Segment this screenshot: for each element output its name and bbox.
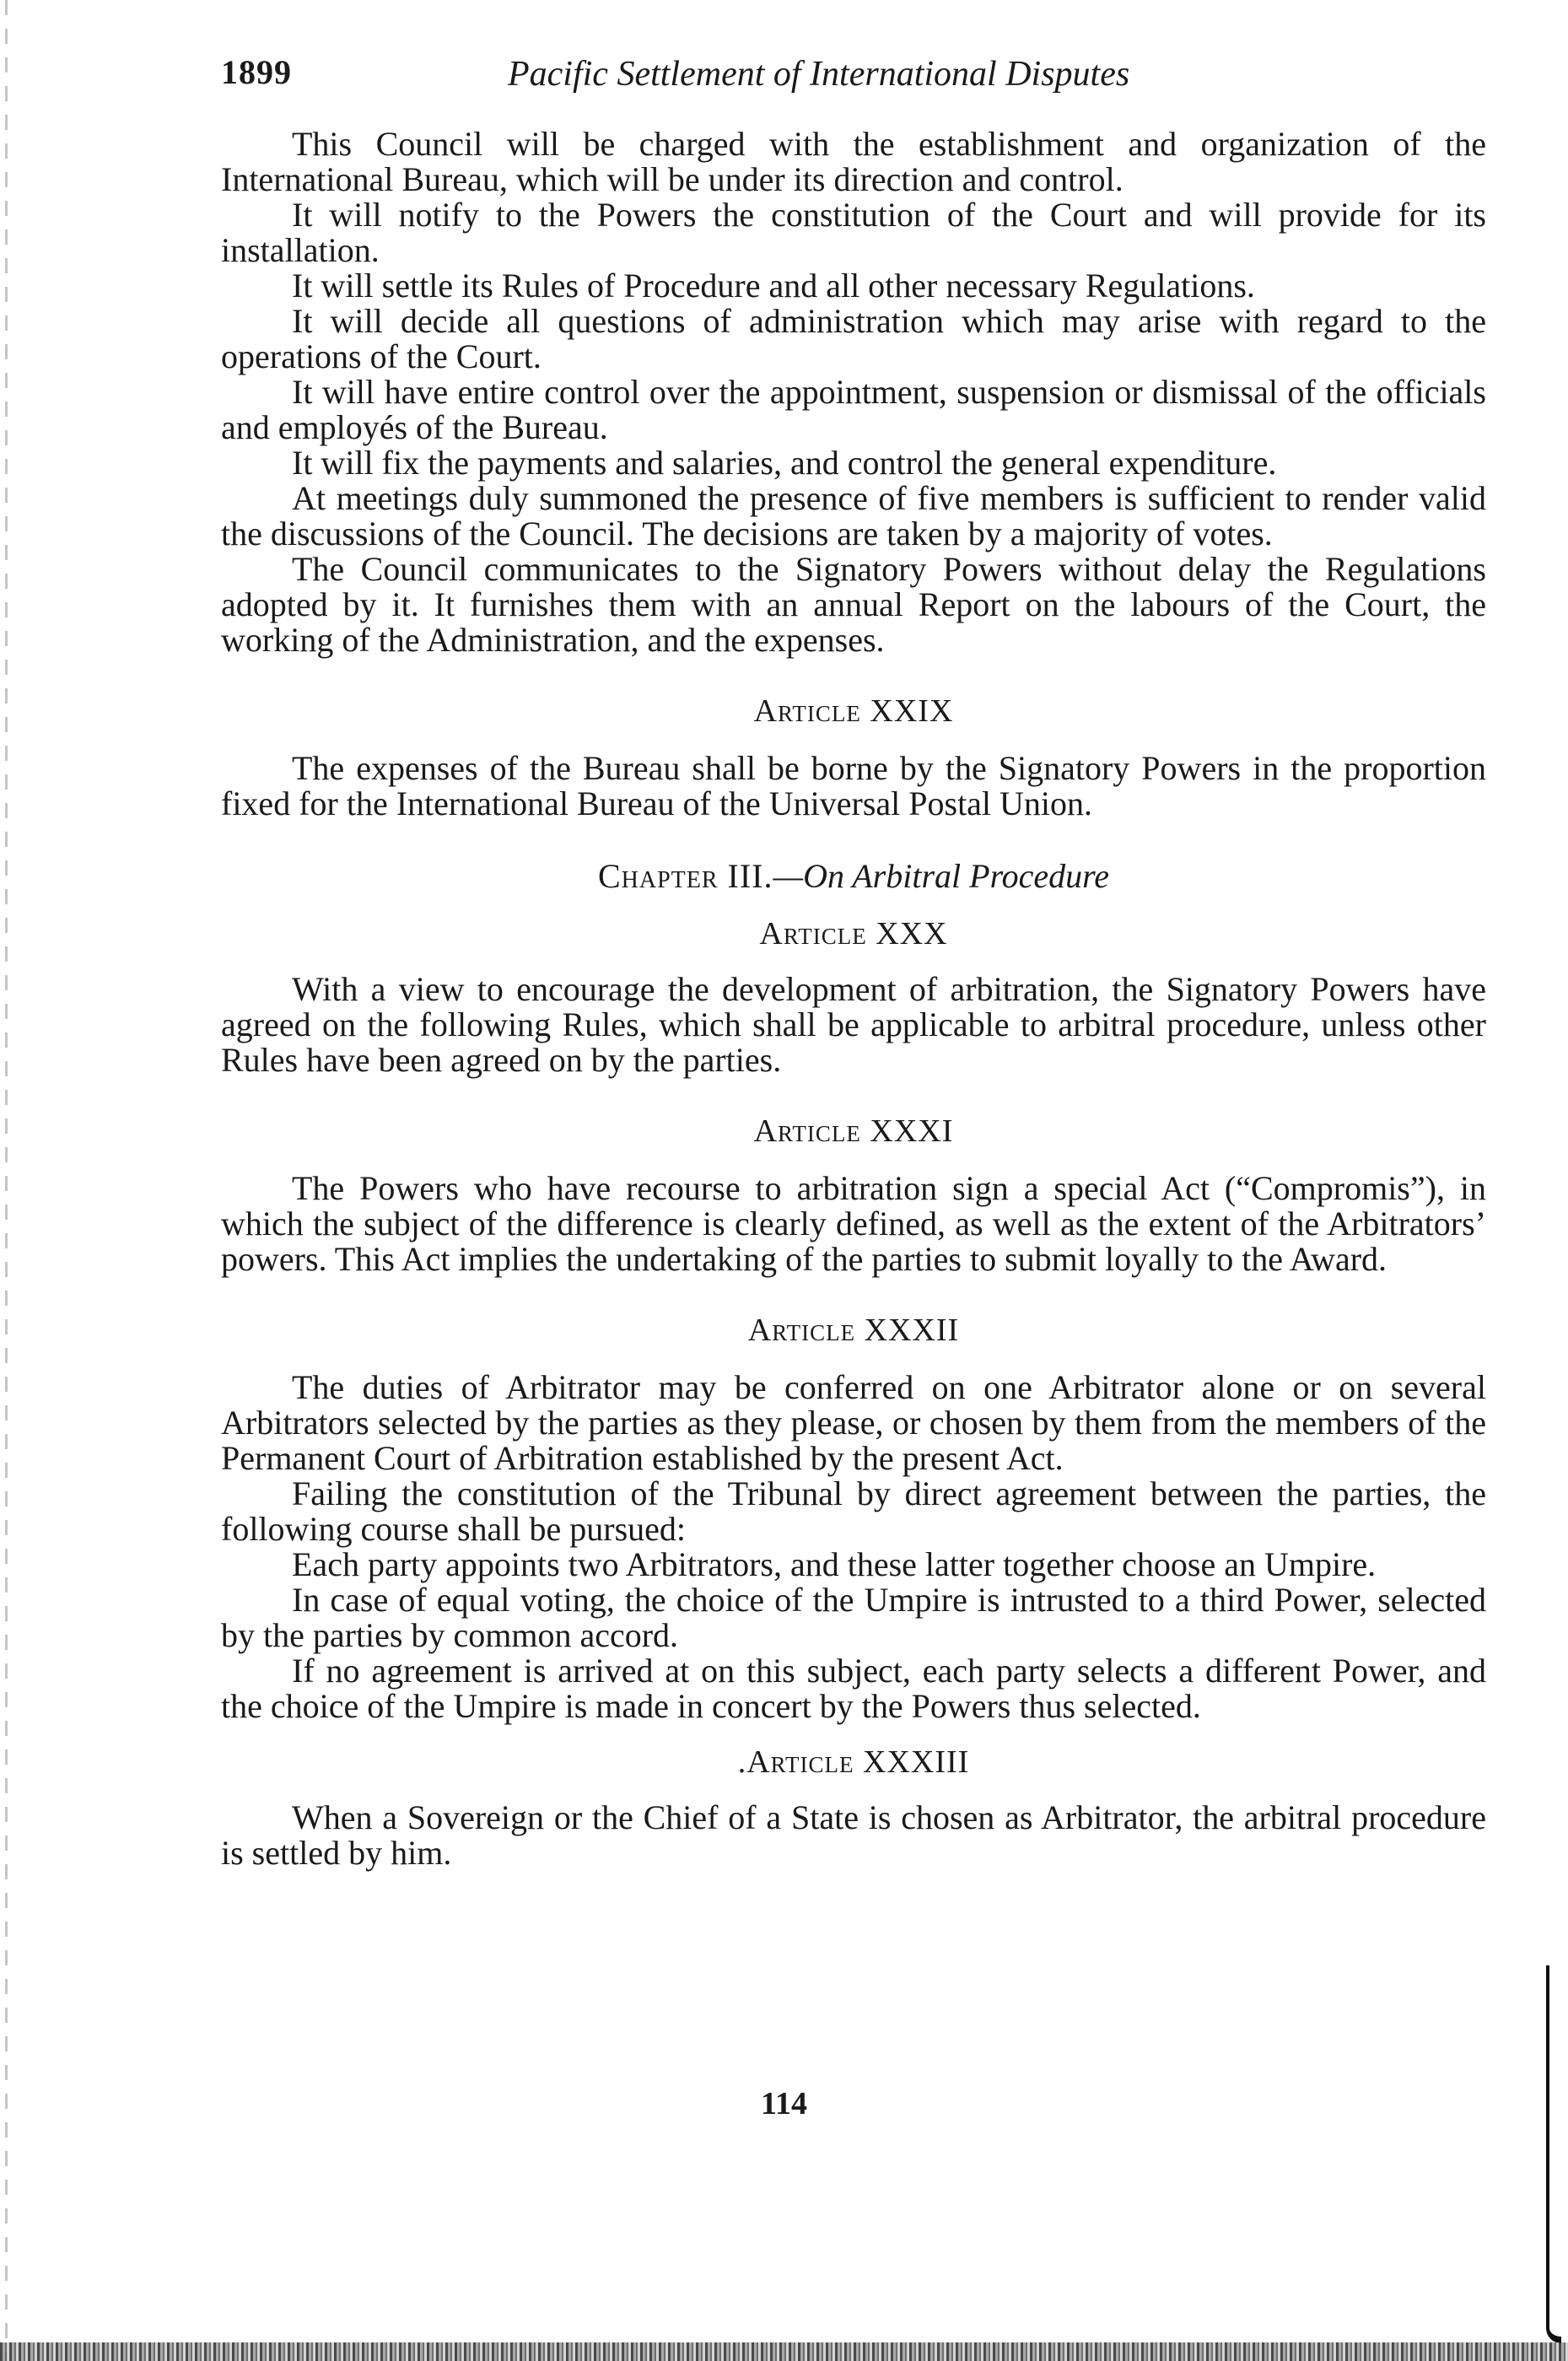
paragraph: It will notify to the Powers the constitution of the Court and will provide for its installation.	[221, 196, 1486, 269]
paragraph: Failing the constitution of the Tribunal by direct agreement between the parties, the following course shall be pursued:	[221, 1474, 1486, 1548]
article-heading: .Article XXXIII	[737, 1744, 970, 1780]
chapter-heading	[221, 859, 1486, 894]
paragraph: It will fix the payments and salaries, and control the general expenditure.	[292, 444, 1277, 482]
body-text	[221, 127, 1486, 1871]
paragraph: The expenses of the Bureau shall be borne by the Signatory Powers in the proportion fixed for the International Bureau of the Universal Postal Union.	[221, 749, 1486, 822]
paragraph: This Council will be charged with the establishment and organization of the International Bureau, which will be under its direction and control.	[221, 125, 1486, 198]
chapter-label: Chapter III.	[597, 857, 773, 895]
paragraph: The duties of Arbitrator may be conferred on one Arbitrator alone or on several Arbitrators selected by the parties as they please, or chosen by them from the members of the Permanent Court of Arbitration established by the present Act.	[221, 1368, 1486, 1477]
article-heading: Article XXIX	[753, 693, 954, 729]
paragraph: It will have entire control over the appointment, suspension or dismissal of the officials and employés of the Bureau.	[221, 373, 1486, 446]
running-title: Pacific Settlement of International Disputes	[508, 55, 1130, 94]
chapter-title: —On Arbitral Procedure	[773, 857, 1110, 895]
paragraph: It will settle its Rules of Procedure and all other necessary Regulations.	[292, 267, 1255, 305]
paragraph: The Council communicates to the Signatory Powers without delay the Regulations adopted by it. It furnishes them with an annual Report on the labours of the Court, the working of the Administration, and the expenses.	[221, 550, 1486, 659]
paragraph: At meetings duly summoned the presence of five members is sufficient to render valid the discussions of the Council. The decisions are taken by a majority of votes.	[221, 479, 1486, 553]
article-heading: Article XXXII	[747, 1313, 960, 1348]
scan-bottom-artifact	[0, 2342, 1568, 2361]
paragraph: Each party appoints two Arbitrators, and these latter together choose an Umpire.	[292, 1545, 1377, 1583]
paragraph: It will decide all questions of administration which may arise with regard to the operations of the Court.	[221, 302, 1486, 375]
paragraph: The Powers who have recourse to arbitration sign a special Act (“Compromis”), in which the subject of the difference is clearly defined, as well as the extent of the Arbitrators’ powers. This Act implies the undertaking of the parties to submit loyally to the Award.	[221, 1169, 1486, 1278]
binding-edge-artifact	[1546, 1965, 1561, 2343]
article-heading: Article XXXI	[753, 1113, 954, 1149]
page-header	[221, 52, 1486, 103]
header-year: 1899	[221, 53, 292, 91]
paragraph: If no agreement is arrived at on this subject, each party selects a different Power, and the choice of the Umpire is made in concert by the Powers thus selected.	[221, 1652, 1486, 1725]
article-heading: Article XXX	[759, 916, 948, 951]
page-number: 114	[761, 2086, 807, 2121]
scan-edge-artifact	[5, 0, 8, 2361]
paragraph: In case of equal voting, the choice of the Umpire is intrusted to a third Power, selected by the parties by common accord.	[221, 1581, 1486, 1654]
paragraph: When a Sovereign or the Chief of a State is chosen as Arbitrator, the arbitral procedure is settled by him.	[221, 1798, 1486, 1872]
paragraph: With a view to encourage the development of arbitration, the Signatory Powers have agreed on the following Rules, which shall be applicable to arbitral procedure, unless other Rules have been agreed on by the parties.	[221, 970, 1486, 1079]
